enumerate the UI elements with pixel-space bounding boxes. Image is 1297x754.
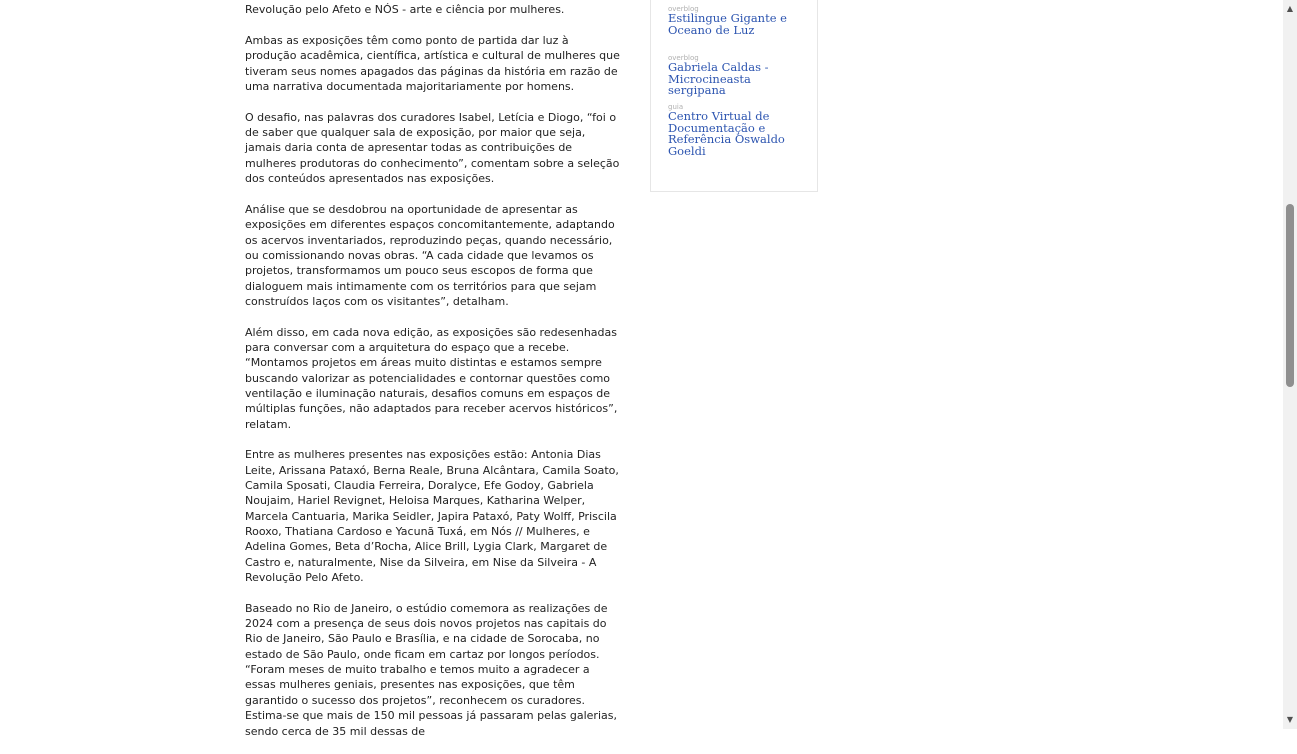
article-body xyxy=(245,0,620,754)
article-paragraph: Ambas as exposições têm como ponto de partida dar luz à produção acadêmica, científica, artística e cultural de mulheres que tiveram seus nomes apagados das páginas da história em razão de uma narrativa documentada majoritariamente por homens. xyxy=(245,34,620,94)
related-post-link[interactable]: Centro Virtual de Documentação e Referência Oswaldo Goeldi xyxy=(668,109,785,159)
article-paragraph: Análise que se desdobrou na oportunidade de apresentar as exposições em diferentes espaços concomitantemente, adaptando os acervos inventariados, reproduzindo peças, quando necessário, ou comissionando novas obras. “A cada cidade que levamos os projetos, transformamos um pouco seus escopos de forma que dialoguem mais intimamente com os territórios para que sejam construídos laços com os visitantes”, detalham. xyxy=(245,202,615,308)
related-post-link[interactable]: Gabriela Caldas - Microcineasta sergipana xyxy=(668,60,769,98)
article-paragraph: Baseado no Rio de Janeiro, o estúdio comemora as realizações de 2024 com a presença de seus dois novos projetos nas capitais do Rio de Janeiro, São Paulo e Brasília, e na cidade de Sorocaba, no estado de São Paulo, onde ficam em cartaz por longos períodos. “Foram meses de muito trabalho e temos muito a agradecer a essas mulheres geniais, presentes nas exposições, que têm garantido o sucesso dos projetos”, reconhecem os curadores. Estima-se que mais de 150 mil pessoas já passaram pelas galerias, sendo cerca de 35 mil dessas de xyxy=(245,601,617,738)
related-post-item[interactable] xyxy=(668,5,808,36)
scroll-down-arrow-icon[interactable]: ▼ xyxy=(1286,715,1294,724)
scroll-up-arrow-icon[interactable]: ▲ xyxy=(1286,4,1294,13)
related-post-category: guia xyxy=(668,103,684,111)
article-paragraph: O desafio, nas palavras dos curadores Isabel, Letícia e Diogo, “foi o de saber que qualquer sala de exposição, por maior que seja, jamais daria conta de apresentar todas as contribuições de mulheres produtoras do conhecimento”, comentam sobre a seleção dos conteúdos apresentados nas exposições. xyxy=(245,110,620,186)
vertical-scrollbar[interactable] xyxy=(1283,0,1297,729)
related-post-item[interactable] xyxy=(668,103,808,158)
related-posts-sidebar xyxy=(650,0,818,192)
scrollbar-thumb[interactable] xyxy=(1286,204,1294,387)
related-post-category: overblog xyxy=(668,54,699,62)
article-paragraph: Revolução pelo Afeto e NÓS - arte e ciência por mulheres. xyxy=(245,3,565,17)
related-post-link[interactable]: Estilingue Gigante e Oceano de Luz xyxy=(668,11,787,37)
article-paragraph: Entre as mulheres presentes nas exposições estão: Antonia Dias Leite, Arissana Pataxó, Berna Reale, Bruna Alcântara, Camila Soato, Camila Sposati, Claudia Ferreira, Doralyce, Efe Godoy, Gabriela Noujaim, Hariel Revignet, Heloisa Marques, Katharina Welper, Marcela Cantuaria, Marika Seidler, Japira Pataxó, Paty Wolff, Priscila Rooxo, Thatiana Cardoso e Yacunã Tuxá, em Nós // Mulheres, e Adelina Gomes, Beta d’Rocha, Alice Brill, Lygia Clark, Margaret de Castro e, naturalmente, Nise da Silveira, em Nise da Silveira - A Revolução Pelo Afeto. xyxy=(245,448,619,585)
related-post-item[interactable] xyxy=(668,54,808,97)
related-post-category: overblog xyxy=(668,5,699,13)
article-paragraph: Além disso, em cada nova edição, as exposições são redesenhadas para conversar com a arquitetura do espaço que a recebe. “Montamos projetos em áreas muito distintas e estamos sempre buscando valorizar as potencialidades e contornar questões como ventilação e iluminação naturais, desafios comuns em espaços de múltiplas funções, não adaptados para receber acervos históricos”, relatam. xyxy=(245,325,618,431)
